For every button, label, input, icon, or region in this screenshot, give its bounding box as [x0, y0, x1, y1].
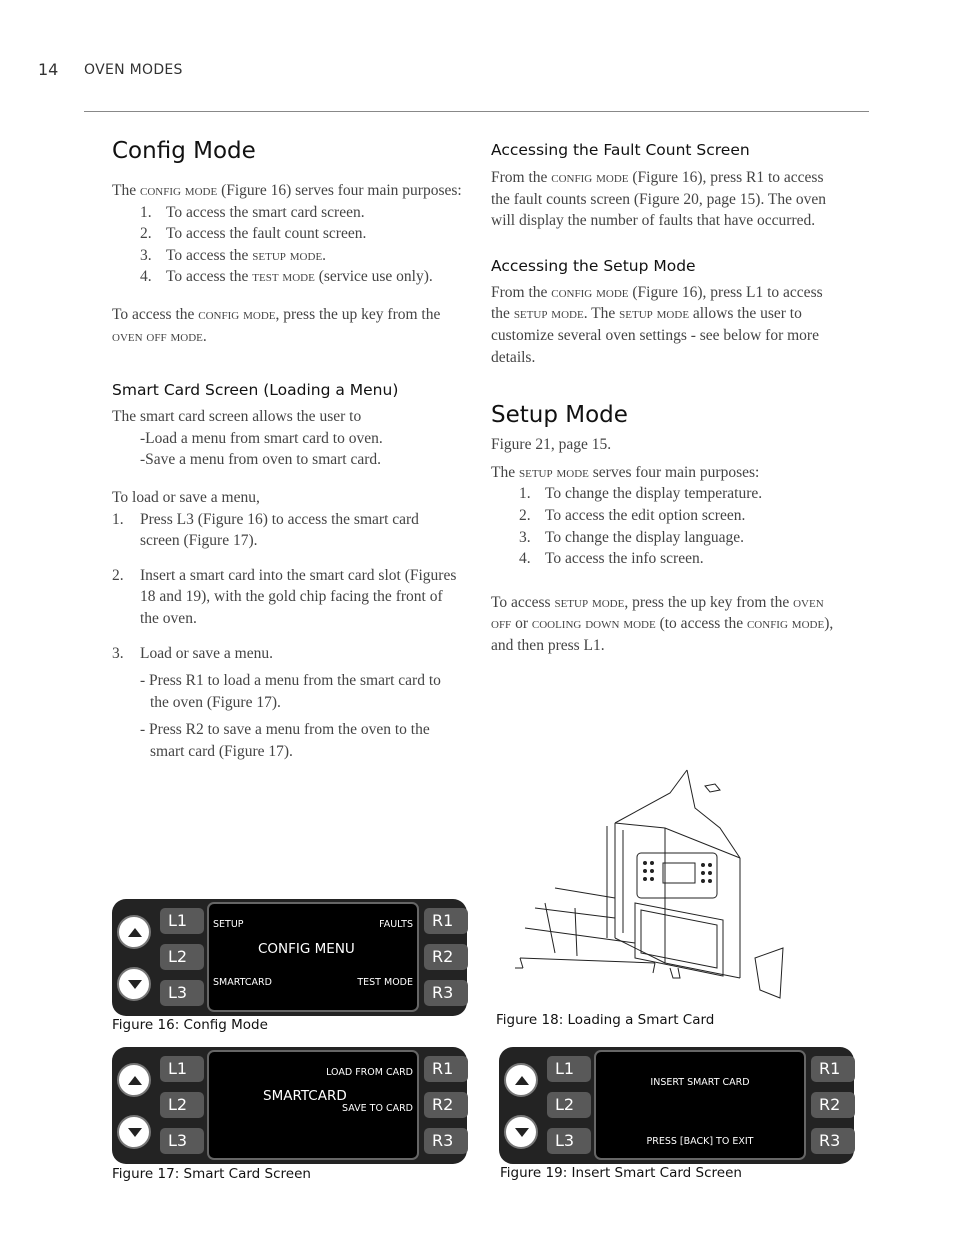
oven-illustration	[515, 768, 790, 1000]
list-item: 2. Insert a smart card into the smart card slot (Figures 18 and 19), with the gold chip facing the front of the oven.	[112, 566, 457, 627]
list-item: 1. To change the display temperature.	[519, 485, 763, 503]
config-mode-title: Config Mode	[112, 138, 256, 164]
fig19-control-panel	[499, 1047, 854, 1164]
list-item: 3. To access the setup mode.	[140, 246, 327, 264]
down-arrow-icon	[515, 1128, 529, 1137]
l1-button[interactable]: L1	[160, 908, 204, 934]
r3-button[interactable]: R3	[811, 1128, 855, 1154]
up-arrow-icon	[128, 1076, 142, 1085]
down-arrow-button[interactable]	[117, 1115, 151, 1149]
setup-access-text: From the config mode (Figure 16), press L1 to access the setup mode. The setup mode allows the user to customize several oven settings - see below for more details.	[491, 283, 823, 366]
section-title: OVEN MODES	[84, 62, 183, 78]
setup-mode-title: Setup Mode	[491, 402, 628, 429]
list-item: 3. Load or save a menu.	[112, 644, 273, 662]
smartcard-load-line: -Load a menu from smart card to oven.	[140, 429, 383, 447]
setup-label: SETUP	[213, 919, 244, 930]
list-item: 3. To change the display language.	[519, 528, 745, 546]
fig19-display-screen	[594, 1050, 806, 1160]
r1-button[interactable]: R1	[424, 1056, 468, 1082]
fig16-caption: Figure 16: Config Mode	[112, 1017, 268, 1033]
list-item: 1. To access the smart card screen.	[140, 203, 365, 221]
down-arrow-icon	[128, 1128, 142, 1137]
l3-button[interactable]: L3	[160, 980, 204, 1006]
left-column	[112, 138, 462, 762]
setup-purposes-list	[491, 483, 841, 569]
up-arrow-icon	[515, 1076, 529, 1085]
load-from-card-label: LOAD FROM CARD	[326, 1067, 413, 1078]
fault-count-text: From the config mode (Figure 16), press R1 to access the fault counts screen (Figure 20, page 15). The oven will display the number of faults that have occurred.	[491, 169, 827, 230]
r3-button[interactable]: R3	[424, 1128, 468, 1154]
up-arrow-button[interactable]	[117, 1063, 151, 1097]
sub-step-r1: - Press R1 to load a menu from the smart card to the oven (Figure 17).	[140, 672, 441, 711]
config-intro: The config mode (Figure 16) serves four main purposes:	[112, 182, 462, 199]
down-arrow-icon	[128, 980, 142, 989]
list-item: 2. To access the edit option screen.	[519, 506, 746, 524]
l3-button[interactable]: L3	[547, 1128, 591, 1154]
l2-button[interactable]: L2	[160, 1092, 204, 1118]
l3-button[interactable]: L3	[160, 1128, 204, 1154]
down-arrow-button[interactable]	[117, 967, 151, 1001]
up-arrow-button[interactable]	[504, 1063, 538, 1097]
list-item: 2. To access the fault count screen.	[140, 225, 367, 243]
l1-button[interactable]: L1	[160, 1056, 204, 1082]
smartcard-save-line: -Save a menu from oven to smart card.	[140, 451, 382, 469]
insert-smart-card-label: INSERT SMART CARD	[650, 1077, 750, 1088]
setup-intro: The setup mode serves four main purposes:	[491, 463, 760, 481]
fig16-control-panel	[112, 899, 467, 1016]
r2-button[interactable]: R2	[424, 944, 468, 970]
l2-button[interactable]: L2	[160, 944, 204, 970]
fig18-caption: Figure 18: Loading a Smart Card	[496, 1012, 715, 1028]
fig19-caption: Figure 19: Insert Smart Card Screen	[500, 1165, 742, 1181]
l1-button[interactable]: L1	[547, 1056, 591, 1082]
figure-reference: Figure 21, page 15.	[491, 436, 612, 454]
r3-button[interactable]: R3	[424, 980, 468, 1006]
config-purposes-list	[112, 202, 462, 288]
press-back-label: PRESS [BACK] TO EXIT	[646, 1136, 754, 1147]
list-item: 4. To access the info screen.	[519, 550, 704, 568]
smartcard-label: SMARTCARD	[213, 977, 272, 988]
fig16-display-screen	[207, 902, 419, 1012]
sub-step-r2: - Press R2 to save a menu from the oven to the smart card (Figure 17).	[140, 721, 430, 760]
load-steps-list	[112, 509, 462, 665]
right-column	[491, 141, 841, 657]
smartcard-heading: Smart Card Screen (Loading a Menu)	[112, 381, 399, 400]
list-item: 1. Press L3 (Figure 16) to access the smart card screen (Figure 17).	[112, 510, 419, 550]
config-access-text: To access the config mode, press the up key from the oven off mode.	[112, 305, 441, 345]
test-mode-label: TEST MODE	[357, 977, 413, 988]
setup-access-heading: Accessing the Setup Mode	[491, 256, 696, 275]
config-menu-label: CONFIG MENU	[258, 941, 355, 957]
page-number: 14	[38, 60, 59, 79]
fig17-control-panel	[112, 1047, 467, 1164]
fig17-caption: Figure 17: Smart Card Screen	[112, 1166, 311, 1182]
smartcard-intro: The smart card screen allows the user to	[112, 408, 362, 426]
up-arrow-button[interactable]	[117, 915, 151, 949]
setup-access-instructions: To access setup mode, press the up key from the oven off or cooling down mode (to access the config mode), and then press L1.	[491, 593, 834, 654]
r1-button[interactable]: R1	[424, 908, 468, 934]
r2-button[interactable]: R2	[811, 1092, 855, 1118]
fig17-display-screen	[207, 1050, 419, 1160]
header-rule	[84, 111, 869, 112]
list-item: 4. To access the test mode (service use only).	[140, 268, 433, 286]
r1-button[interactable]: R1	[811, 1056, 855, 1082]
to-load-text: To load or save a menu,	[112, 488, 260, 506]
smartcard-title: SMARTCARD	[263, 1088, 347, 1104]
l2-button[interactable]: L2	[547, 1092, 591, 1118]
down-arrow-button[interactable]	[504, 1115, 538, 1149]
fault-count-heading: Accessing the Fault Count Screen	[491, 141, 750, 159]
save-to-card-label: SAVE TO CARD	[342, 1103, 413, 1114]
r2-button[interactable]: R2	[424, 1092, 468, 1118]
up-arrow-icon	[128, 928, 142, 937]
faults-label: FAULTS	[379, 919, 413, 930]
